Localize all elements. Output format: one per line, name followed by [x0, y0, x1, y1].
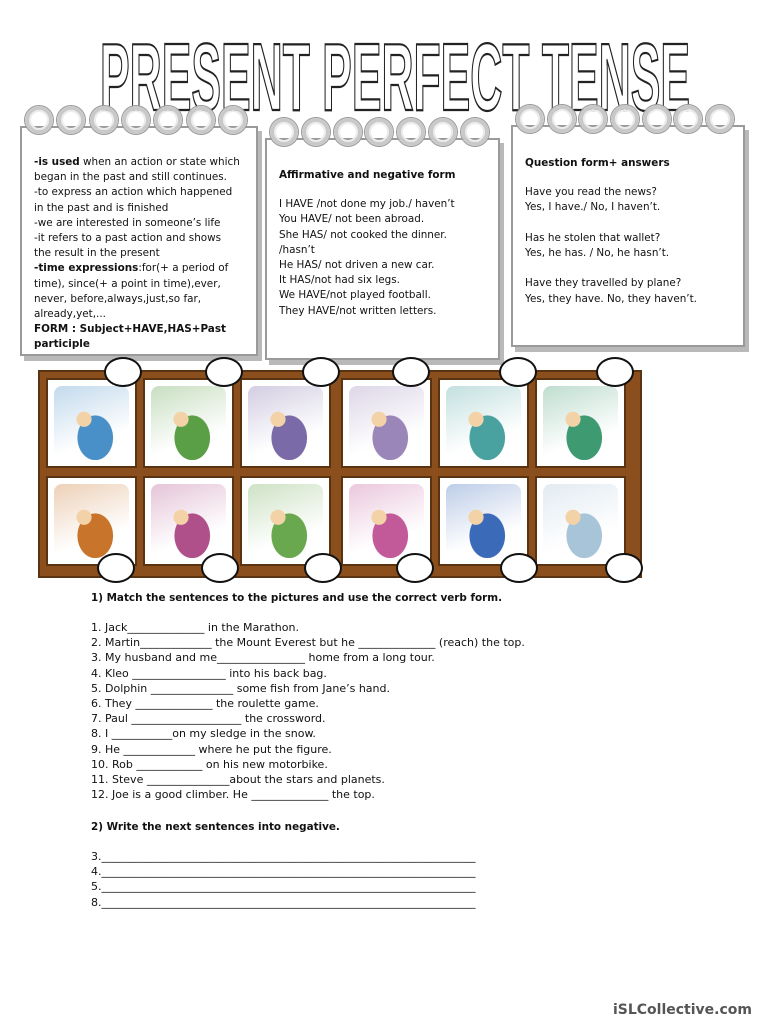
clipart-icon: [543, 386, 618, 460]
clipart-icon: [248, 484, 323, 558]
affirmative-line: I HAVE /not done my job./ haven’t: [279, 198, 455, 211]
spiral-rings: [22, 106, 256, 140]
answer-bubble[interactable]: [396, 553, 434, 583]
affirmative-line: They HAVE/not written letters.: [279, 304, 437, 317]
affirmative-text: [279, 168, 490, 319]
exercise1-sentence: 1. Jack______________ in the Marathon.: [91, 621, 299, 634]
exercise1-sentence: 6. They ______________ the roulette game.: [91, 697, 319, 711]
affirmative-line: /hasn’t: [279, 243, 315, 256]
question-form-note: [511, 125, 745, 347]
usage-line: [34, 216, 248, 231]
clipart-icon: [248, 386, 323, 460]
usage-line-text: already,yet,...: [34, 308, 106, 321]
affirmative-heading: Affirmative and negative form: [279, 169, 456, 181]
usage-line-bold: participle: [34, 338, 90, 351]
usage-line-text: began in the past and still continues.: [34, 171, 227, 184]
usage-line: [34, 307, 248, 322]
clipart-icon: [446, 386, 521, 460]
answer-bubble[interactable]: [97, 553, 135, 583]
exercise1-sentence: 2. Martin_____________ the Mount Everest but he ______________ (reach) the top.: [91, 636, 525, 650]
exercise2-lines: [91, 849, 476, 910]
question-line: Yes, I have./ No, I haven’t.: [525, 201, 661, 214]
office-picture: [46, 476, 137, 566]
affirmative-line: She HAS/ not cooked the dinner.: [279, 228, 447, 241]
clipart-icon: [349, 386, 424, 460]
exercise2-instruction: 2) Write the next sentences into negative.: [91, 821, 340, 833]
usage-line-bold: -is used: [34, 156, 80, 168]
usage-line: [34, 231, 248, 246]
site-watermark: iSLCollective.com: [612, 1002, 752, 1018]
picture-board: [38, 370, 642, 578]
affirmative-line: We HAVE/not played football.: [279, 289, 431, 302]
question-line: Yes, they have. No, they haven’t.: [525, 292, 697, 305]
usage-line-bold: FORM : Subject+HAVE,HAS+Past: [34, 323, 226, 336]
exercise1-sentence: 4. Kleo _________________ into his back bag.: [91, 666, 327, 680]
answer-line: 5.____________________________________________________________________: [91, 880, 476, 894]
usage-line-text: the result in the present: [34, 247, 160, 260]
question-text: [525, 156, 735, 307]
usage-line: [34, 337, 248, 352]
affirmative-line: It HAS/not had six legs.: [279, 274, 400, 287]
usage-line-text: in the past and is finished: [34, 201, 169, 214]
question-line: Has he stolen that wallet?: [525, 231, 661, 244]
usage-line-text: when an action or state which: [79, 156, 240, 168]
usage-line: [34, 292, 248, 307]
usage-line-text: -we are interested in someone’s life: [34, 216, 221, 229]
usage-line: [34, 155, 248, 170]
usage-text: [34, 155, 248, 353]
clipart-icon: [54, 484, 129, 558]
affirmative-line: He HAS/ not driven a new car.: [279, 259, 435, 272]
clipart-icon: [151, 386, 226, 460]
answer-bubble[interactable]: [500, 553, 538, 583]
answer-bubble[interactable]: [304, 553, 342, 583]
question-line: Yes, he has. / No, he hasn’t.: [525, 247, 670, 259]
usage-line-text: -to express an action which happened: [34, 186, 233, 199]
exercise1-sentence: 11. Steve _______________about the stars and planets.: [91, 773, 385, 787]
exercise1-sentence: 3. My husband and me________________ home from a long tour.: [91, 651, 435, 665]
usage-line: [34, 322, 248, 337]
usage-line: [34, 246, 248, 261]
answer-line: 3.____________________________________________________________________: [91, 850, 476, 863]
answer-bubble[interactable]: [205, 357, 243, 387]
answer-bubble[interactable]: [392, 357, 430, 387]
usage-line: [34, 277, 248, 292]
roulette-picture: [535, 378, 626, 468]
question-line: [525, 216, 735, 231]
usage-line-text: -it refers to a past action and shows: [34, 232, 222, 245]
exercise1-sentences: [91, 620, 525, 802]
spiral-rings: [513, 105, 743, 139]
answer-bubble[interactable]: [201, 553, 239, 583]
sledge-picture: [535, 476, 626, 566]
exercise1-sentence: 12. Joe is a good climber. He ______________ the top.: [91, 788, 375, 802]
affirmative-line: You HAVE/ not been abroad.: [279, 213, 425, 226]
question-line: [525, 261, 735, 276]
answer-bubble[interactable]: [499, 357, 537, 387]
exercise1-sentence: 7. Paul ____________________ the crossword.: [91, 712, 326, 726]
question-line: Have they travelled by plane?: [525, 277, 682, 290]
exercise1-sentence: 8. I ___________on my sledge in the snow.: [91, 727, 316, 741]
usage-line-bold: -time expressions: [34, 262, 139, 275]
climber-picture: [240, 378, 331, 468]
hiker-picture: [341, 378, 432, 468]
clipart-icon: [446, 484, 521, 558]
exercise1-sentence: 10. Rob ____________ on his new motorbike.: [91, 757, 328, 771]
usage-line-text: never, before,always,just,so far,: [34, 292, 202, 305]
answer-line: 8.____________________________________________________________________: [91, 895, 476, 909]
answer-bubble[interactable]: [302, 357, 340, 387]
question-heading: Question form+ answers: [525, 157, 670, 169]
clipart-icon: [151, 484, 226, 558]
clipart-icon: [54, 386, 129, 460]
usage-line: [34, 201, 248, 216]
usage-line: [34, 170, 248, 185]
title-text: PRESENT PERFECT TENSE: [100, 32, 690, 122]
exercise1-sentence: 5. Dolphin _______________ some fish from Jane’s hand.: [91, 681, 390, 695]
exercise1-sentence: 9. He _____________ where he put the figure.: [91, 742, 332, 756]
answer-bubble[interactable]: [596, 357, 634, 387]
question-line: Have you read the news?: [525, 186, 657, 199]
family-picture: [438, 378, 529, 468]
swimming-picture: [46, 378, 137, 468]
answer-bubble[interactable]: [605, 553, 643, 583]
clipart-icon: [349, 484, 424, 558]
answer-bubble[interactable]: [104, 357, 142, 387]
usage-line-text: :for(+ a period of: [138, 262, 229, 275]
usage-line: [34, 185, 248, 200]
affirmative-negative-note: [265, 138, 500, 360]
usage-line-text: time), since(+ a point in time),ever,: [34, 277, 221, 290]
exercise1-instruction: 1) Match the sentences to the pictures and use the correct verb form.: [91, 592, 503, 604]
motorbike-picture: [143, 378, 234, 468]
answer-line: 4.____________________________________________________________________: [91, 865, 476, 879]
usage-line: [34, 261, 248, 276]
usage-note: [20, 126, 258, 356]
spiral-rings: [267, 118, 498, 152]
clipart-icon: [543, 484, 618, 558]
